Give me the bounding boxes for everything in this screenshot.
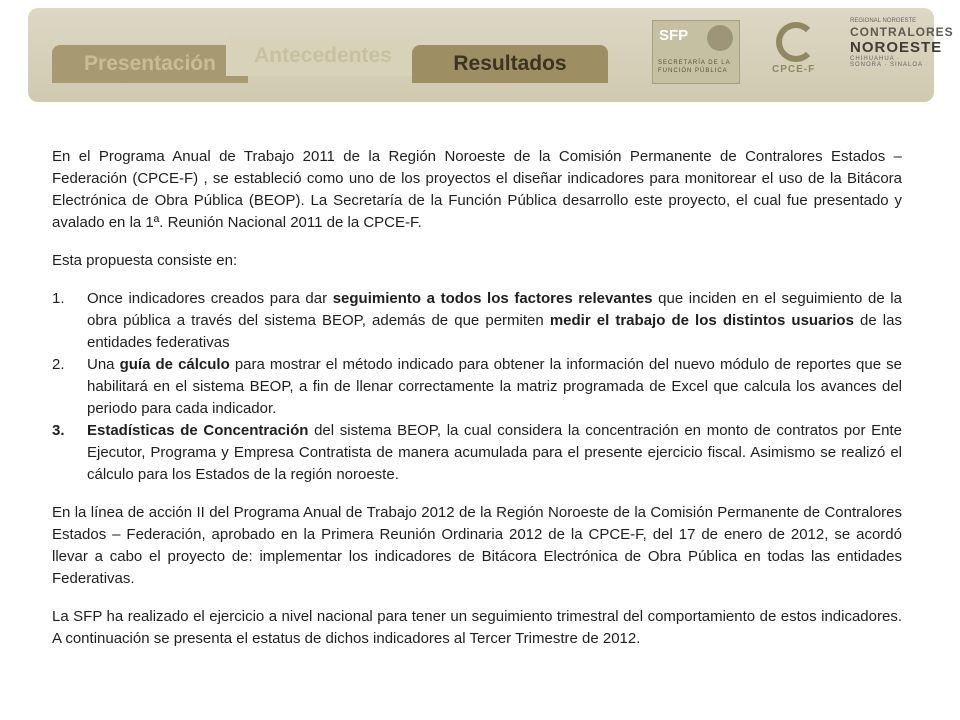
sfp-logo-text: SFP <box>659 27 689 44</box>
list-item-text: de las entidades federativas <box>87 312 902 351</box>
noroeste-logo-top: REGIONAL NOROESTE <box>850 18 917 24</box>
noroeste-logo-line2: NOROESTE <box>850 39 943 56</box>
tab-presentacion[interactable]: Presentación <box>52 45 248 83</box>
list-item-emphasis: medir el trabajo de los distintos usuarios <box>549 312 854 329</box>
noroeste-logo <box>850 18 954 84</box>
paragraph-3: La SFP ha realizado el ejercicio a nivel nacional para tener un seguimiento trimestral del comportamiento de estos indicadores. A continuación se presenta el estatus de dichos indicadores al Tercer Trimestre de 2012. <box>52 608 902 647</box>
list-item <box>52 288 902 354</box>
tab-resultados[interactable]: Resultados <box>412 45 608 83</box>
cpce-ring-icon <box>776 22 816 62</box>
list-item <box>52 420 902 486</box>
sfp-logo <box>652 20 740 84</box>
list-item-emphasis: Estadísticas de Concentración <box>87 422 309 439</box>
noroeste-logo-bottom: CHIHUAHUA · SONORA · SINALOA <box>850 56 924 68</box>
list-item-emphasis: guía de cálculo <box>119 356 230 373</box>
sfp-logo-subtitle: SECRETARÍA DE LA FUNCIÓN PÚBLICA <box>658 60 731 74</box>
mexico-seal-icon <box>707 25 733 51</box>
list-item-emphasis: seguimiento a todos los factores relevantes <box>332 290 653 307</box>
logos-area <box>650 16 954 92</box>
list-item-text: Una <box>87 356 120 373</box>
main-content <box>52 146 902 650</box>
list-item-number: 2. <box>52 356 65 373</box>
list-item-text: del sistema BEOP, la cual considera la concentración en monto de contratos por Ente Ejecutor, Programa y Empresa Contratista de manera acumulada para el presente ejercicio fiscal. Asimismo se realizó el cálculo para los Estados de la región noroeste. <box>87 422 902 483</box>
list-item-text: para mostrar el método indicado para obtener la información del nuevo módulo de reportes que se habilitará en el sistema BEOP, a fin de llenar correctamente la matriz programada de Excel que calcula los avances del periodo para cada indicador. <box>87 356 902 417</box>
cpce-logo-text: CPCE-F <box>772 64 816 75</box>
list-item <box>52 354 902 420</box>
proposal-list <box>52 288 902 486</box>
tab-antecedentes[interactable]: Antecedentes <box>226 36 420 76</box>
list-item-number: 1. <box>52 290 65 307</box>
lead-text: Esta propuesta consiste en: <box>52 252 238 269</box>
cpce-logo <box>768 20 828 82</box>
noroeste-logo-line1: CONTRALORES <box>850 25 954 39</box>
paragraph-2: En la línea de acción II del Programa Anual de Trabajo 2012 de la Región Noroeste de la Comisión Permanente de Contralores Estados – Federación, aprobado en la Primera Reunión Ordinaria 2012 de la CPCE-F, del 17 de enero de 2012, se acordó llevar a cabo el proyecto de: implementar los indicadores de Bitácora Electrónica de Obra Pública en todas las entidades Federativas. <box>52 504 902 587</box>
list-item-text: Once indicadores creados para dar <box>87 290 333 307</box>
list-item-text: que inciden en el seguimiento de la obra pública a través del sistema BEOP, además de que permiten <box>87 290 902 329</box>
list-item-number: 3. <box>52 422 65 439</box>
intro-paragraph: En el Programa Anual de Trabajo 2011 de la Región Noroeste de la Comisión Permanente de Contralores Estados – Federación (CPCE-F) , se estableció como uno de los proyectos el diseñar indicadores para monitorear el uso de la Bitácora Electrónica de Obra Pública (BEOP). La Secretaría de la Función Pública desarrollo este proyecto, el cual fue presentado y avalado en la 1ª. Reunión Nacional 2011 de la CPCE-F. <box>52 148 902 231</box>
